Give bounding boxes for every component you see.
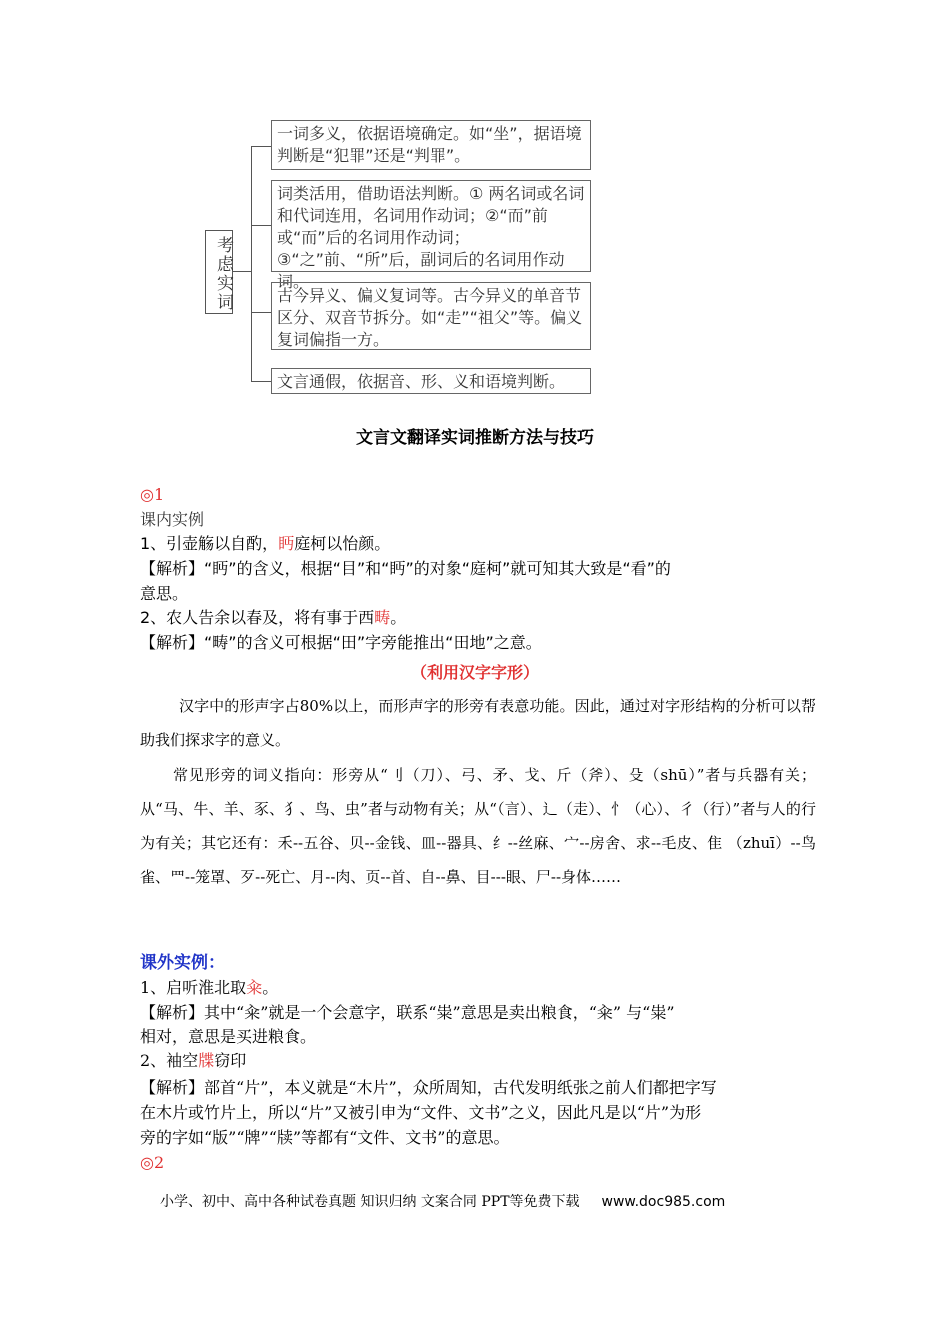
diagram-branch [251,225,271,226]
analysis-4-line3: 旁的字如“版”“牌”“牍”等都有“文件、文书”的意思。 [140,1128,510,1147]
section-heading-extracurricular: 课外实例： [140,953,225,973]
analysis-text: 其中“籴”就是一个会意字，联系“粜”意思是卖出粮食，“籴” 与“粜” [204,1003,675,1022]
example-text: 1、引壶觞以自酌， [140,534,279,553]
analysis-text: “畴”的含义可根据“田”字旁能推出“田地”之意。 [204,633,542,652]
analysis-1 [140,557,820,581]
diagram-branch [251,381,271,382]
analysis-label: 【解析】 [140,633,205,652]
diagram-box-word-class: 词类活用，借助语法判断。① 两名词或名词和代词连用，名词用作动词；②“而”前或“而”后的名词用作动词；③“之”前、“所”后，副词后的名词用作动词。 [271,180,591,272]
paragraph-radicals: 常见形旁的词义指向：形旁从“刂（刀）、弓、矛、戈、斤（斧）、殳（shū）”者与兵器有关；从“马、牛、羊、豕、犭、鸟、虫”者与动物有关；从“（言）、辶（走）、忄（心）、彳（行）”者与人的行为有关；其它还有：禾--五谷、贝--金钱、皿--器具、纟--丝麻、宀--房舍、求--毛皮、隹 （zhuī）--鸟雀、罒--笼罩、歹--死亡、月--肉、页--首、自--鼻、目---眼、尸--身体…… [140,766,816,886]
footer-text: 小学、初中、高中各种试卷真题 知识归纳 文案合同 PPT等免费下载 [160,1194,580,1210]
analysis-3-continued: 相对，意思是买进粮食。 [140,1027,317,1046]
analysis-3 [140,1001,820,1025]
analysis-1-continued: 意思。 [140,584,189,603]
diagram-connector [233,271,251,272]
key-character: 眄 [278,534,295,553]
example-text: 1、启听淮北取 [140,978,247,997]
example-text: 2、农人告余以春及，将有事于西 [140,608,375,627]
example-1 [140,532,820,556]
example-2 [140,606,820,630]
key-character: 牒 [198,1051,215,1070]
section-heading-in-class: 课内实例 [140,510,205,529]
document-title: 文言文翻译实词推断方法与技巧 [356,428,594,448]
analysis-2 [140,631,820,655]
analysis-4 [140,1076,820,1100]
analysis-label: 【解析】 [140,1003,205,1022]
example-3 [140,976,820,1000]
example-4 [140,1049,820,1073]
footer-url[interactable]: www.doc985.com [601,1194,726,1210]
example-text: 庭柯以怡颜。 [294,534,391,553]
section-marker-2: ◎2 [140,1153,165,1172]
example-text: 窃印 [214,1051,247,1070]
diagram-box-loan-characters: 文言通假，依据音、形、义和语境判断。 [271,368,591,394]
example-text: 。 [262,978,279,997]
diagram-branch [251,312,271,313]
concept-diagram [205,118,595,398]
paragraph-phonetic: 汉字中的形声字占80%以上，而形声字的形旁有表意功能。因此，通过对字形结构的分析可以帮助我们探求字的意义。 [140,697,816,749]
page-footer [160,1191,725,1211]
diagram-root-label: 考虑实词 [205,230,233,314]
analysis-text: “眄”的含义，根据“目”和“眄”的对象“庭柯”就可知其大致是“看”的 [204,559,671,578]
method-label: （利用汉字字形） [410,663,539,682]
analysis-4-line2: 在木片或竹片上，所以“片”又被引申为“文件、文书”之义，因此凡是以“片”为形 [140,1103,702,1122]
diagram-spine [251,146,252,381]
diagram-box-ancient-modern: 古今异义、偏义复词等。古今异义的单音节区分、双音节拆分。如“走”“祖父”等。偏义复词偏指一方。 [271,282,591,350]
example-text: 2、袖空 [140,1051,199,1070]
diagram-box-polysemy: 一词多义，依据语境确定。如“坐”，据语境判断是“犯罪”还是“判罪”。 [271,120,591,170]
example-text: 。 [390,608,407,627]
diagram-branch [251,146,271,147]
analysis-label: 【解析】 [140,559,205,578]
section-marker-1: ◎1 [140,485,165,504]
key-character: 畴 [374,608,391,627]
analysis-label: 【解析】 [140,1078,205,1097]
analysis-text: 部首“片”，本义就是“木片”，众所周知，古代发明纸张之前人们都把字写 [204,1078,717,1097]
key-character: 籴 [246,978,263,997]
